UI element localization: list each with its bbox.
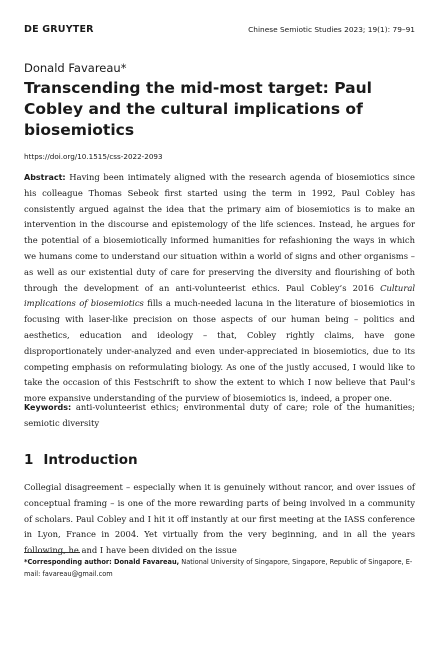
section-heading xyxy=(24,452,138,468)
keywords-label: Keywords: xyxy=(24,403,72,412)
abstract xyxy=(24,170,415,407)
journal-citation: Chinese Semiotic Studies 2023; 19(1): 79–91 xyxy=(248,25,415,34)
keywords xyxy=(24,400,415,432)
article-title: Transcending the mid-most target: Paul Cobley and the cultural implications of biosemiotics xyxy=(24,79,372,139)
abstract-text-part-2: fills a much-needed lacuna in the literature of biosemiotics in focusing with laser-like precision on those aspects of our human being – politics and aesthetics, education and ideology – that, Cobley rightly claims, have gone disproportionately under-analyzed and even under-appreciated in biosemiotics, due to its competing emphasis on reformulating biology. As one of the justly accused, I would like to take the occasion of this Festschrift to show the extent to which I now believe that Paul’s more expansive understanding of the purview of biosemiotics is, indeed, a proper one. xyxy=(24,298,415,404)
footnote-divider xyxy=(24,552,80,553)
running-header xyxy=(24,24,415,38)
doi-link[interactable]: https://doi.org/10.1515/css-2022-2093 xyxy=(24,152,163,161)
section-title: Introduction xyxy=(43,452,138,468)
footnote xyxy=(24,556,415,580)
keywords-text: anti-volunteerist ethics; environmental duty of care; role of the humanities; semiotic diversity xyxy=(24,402,415,428)
introduction-paragraph: Collegial disagreement – especially when it is genuinely without rancor, and over issues of conceptual framing – is one of the more rewarding parts of being involved in a community of scholars. Paul Cobley and I hit it off instantly at our first meeting at the IASS conference in Lyon, France in 2004. Yet virtually from the very beginning, and in all the years following, he and I have been divided on the issue xyxy=(24,482,415,556)
footnote-text: National University of Singapore, Singapore, Republic of Singapore, E-mail: favareau@gmail.com xyxy=(24,558,413,579)
abstract-book-title: Cultural implications of biosemiotics xyxy=(24,282,415,309)
section-number: 1 xyxy=(24,452,34,468)
author-name: Donald Favareau* xyxy=(24,61,127,75)
abstract-label: Abstract: xyxy=(24,173,66,182)
publisher-logo: DE GRUYTER xyxy=(24,24,94,35)
abstract-text-part-1: Having been intimately aligned with the research agenda of biosemiotics since his colleague Thomas Sebeok first started using the term in 1992, Paul Cobley has consistently argued against the idea that the primary aim of biosemiotics is to make an intervention in the discourse and epistemology of the life sciences. Instead, he argues for the potential of a biosemiotically informed humanities for refashioning the ways in which we humans come to understand our situation within a world of signs and other organisms – as well as our existential duty of care for preserving the diversity and flourishing of both through the development of an anti-volunteerist ethics. Paul Cobley’s 2016 xyxy=(24,172,415,293)
footnote-label: *Corresponding author: Donald Favareau, xyxy=(24,558,180,566)
